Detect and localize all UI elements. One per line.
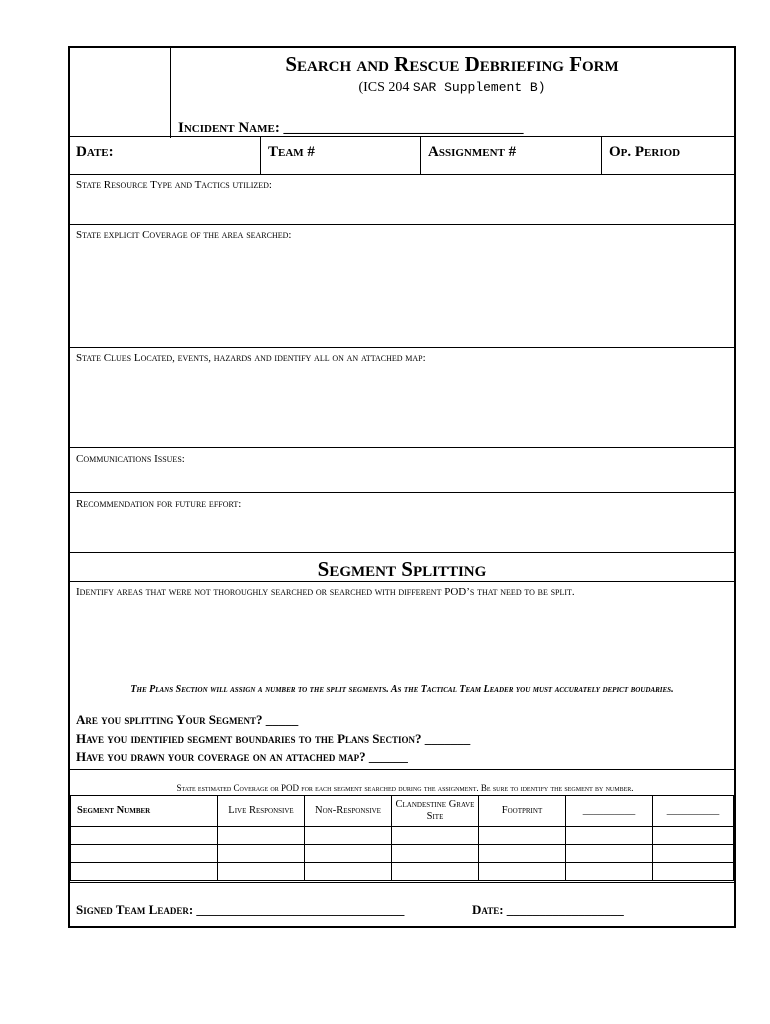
plans-section-note: The Plans Section will assign a number to the split segments. As the Tactical Team Leader you must accurately depict boudaries.	[130, 684, 674, 695]
table-cell[interactable]	[566, 827, 653, 845]
debriefing-form	[68, 46, 736, 928]
divider	[70, 492, 734, 493]
table-row	[71, 845, 734, 863]
divider	[70, 136, 734, 137]
coverage-label: State explicit Coverage of the area searched:	[76, 229, 292, 241]
date-field[interactable]: Date:	[76, 144, 114, 160]
divider	[601, 136, 602, 174]
table-cell[interactable]	[392, 845, 479, 863]
table-cell[interactable]	[566, 863, 653, 881]
table-cell[interactable]	[71, 863, 218, 881]
table-cell[interactable]	[71, 845, 218, 863]
table-cell[interactable]	[479, 827, 566, 845]
resource-type-label: State Resource Type and Tactics utilized:	[76, 179, 272, 191]
table-cell[interactable]	[71, 827, 218, 845]
table-cell[interactable]	[653, 845, 734, 863]
divider	[70, 882, 734, 883]
divider	[70, 347, 734, 348]
incident-name-field[interactable]: Incident Name: ________________________________	[178, 120, 524, 136]
assignment-field[interactable]: Assignment #	[428, 144, 517, 160]
divider	[70, 769, 734, 770]
table-cell[interactable]	[218, 845, 305, 863]
table-cell[interactable]	[305, 863, 392, 881]
table-cell[interactable]	[218, 827, 305, 845]
table-cell[interactable]	[392, 827, 479, 845]
col-blank-2: __________	[653, 796, 734, 827]
divider	[260, 136, 261, 174]
team-field[interactable]: Team #	[268, 144, 315, 160]
table-cell[interactable]	[305, 845, 392, 863]
table-row	[71, 827, 734, 845]
signed-team-leader-field[interactable]: Signed Team Leader: ________________________________	[76, 902, 405, 917]
subtitle-prefix: (ICS 204	[358, 80, 410, 95]
table-cell[interactable]	[479, 863, 566, 881]
segment-instructions: Identify areas that were not thoroughly searched or searched with different POD’s that need to be split.	[76, 586, 575, 598]
col-footprint: Footprint	[479, 796, 566, 827]
divider	[70, 552, 734, 553]
divider	[70, 224, 734, 225]
form-title: Search and Rescue Debriefing Form	[285, 52, 619, 76]
table-cell[interactable]	[305, 827, 392, 845]
boundaries-question[interactable]: Have you identified segment boundaries to the Plans Section? _______	[76, 731, 471, 746]
estimate-instruction: State estimated Coverage or POD for each segment searched during the assignment. Be sure to identify the segment by number.	[176, 783, 634, 793]
communications-label: Communications Issues:	[76, 453, 185, 465]
form-subtitle	[170, 80, 734, 96]
table-cell[interactable]	[566, 845, 653, 863]
coverage-map-question[interactable]: Have you drawn your coverage on an attached map? ______	[76, 749, 408, 764]
op-period-field[interactable]: Op. Period	[609, 144, 681, 160]
col-blank-1: __________	[566, 796, 653, 827]
clues-label: State Clues Located, events, hazards and identify all on an attached map:	[76, 352, 426, 364]
divider	[70, 581, 734, 582]
table-header-row	[71, 796, 734, 827]
table-cell[interactable]	[653, 863, 734, 881]
table-row	[71, 863, 734, 881]
divider	[420, 136, 421, 174]
divider	[70, 447, 734, 448]
table-cell[interactable]	[218, 863, 305, 881]
table-cell[interactable]	[653, 827, 734, 845]
col-non-responsive: Non-Responsive	[305, 796, 392, 827]
subtitle-supplement: SAR Supplement B)	[412, 80, 546, 95]
divider	[70, 174, 734, 175]
sign-date-field[interactable]: Date: __________________	[472, 902, 624, 917]
table-cell[interactable]	[479, 845, 566, 863]
segment-splitting-title: Segment Splitting	[317, 557, 487, 581]
segment-table	[70, 795, 734, 881]
splitting-question[interactable]: Are you splitting Your Segment? _____	[76, 712, 299, 727]
col-clandestine-grave-site: Clandestine Grave Site	[392, 796, 479, 827]
col-segment-number: Segment Number	[71, 796, 218, 827]
col-live-responsive: Live Responsive	[218, 796, 305, 827]
table-cell[interactable]	[392, 863, 479, 881]
recommendation-label: Recommendation for future effort:	[76, 498, 242, 510]
